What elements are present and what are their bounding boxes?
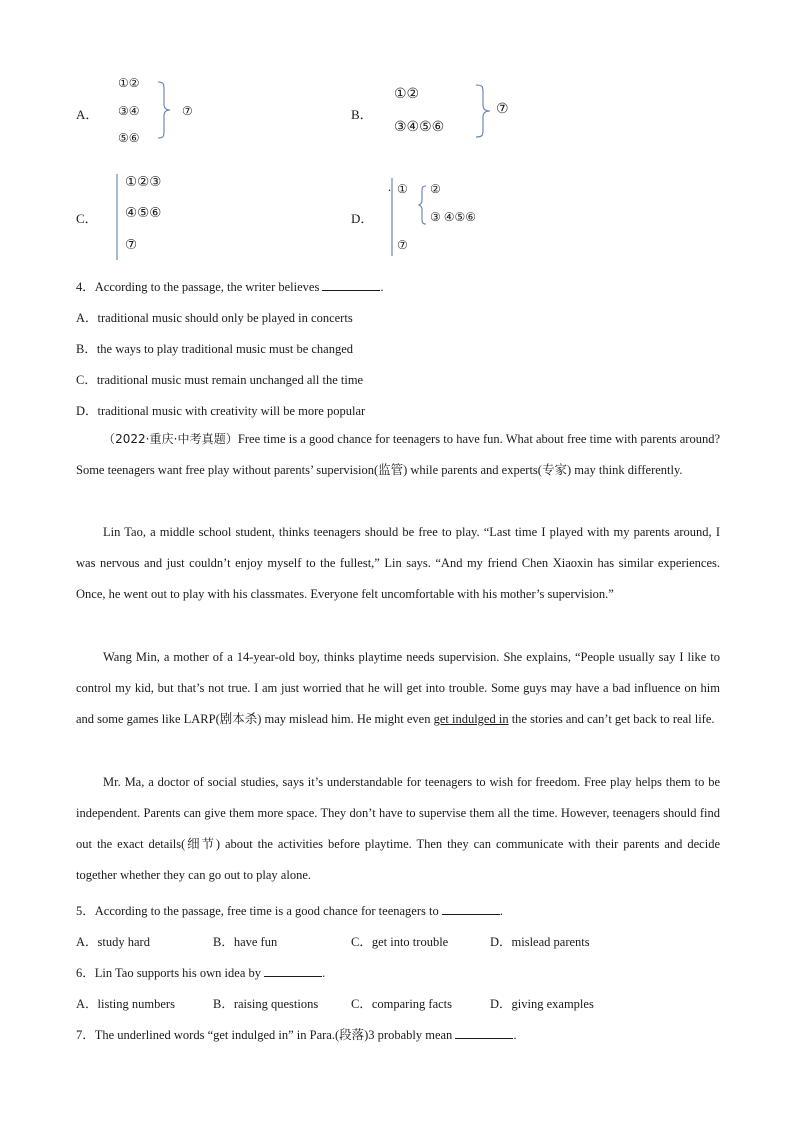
right-brace-icon (156, 80, 176, 140)
group-label: ⑤⑥ (118, 131, 140, 145)
answer-option-c[interactable]: C．comparing facts (351, 997, 453, 1011)
answer-blank[interactable] (455, 1028, 513, 1039)
target-label: ⑦ (182, 104, 193, 118)
target-label: ⑦ (496, 102, 509, 117)
answer-blank[interactable] (442, 904, 500, 915)
vertical-line-icon (114, 174, 122, 262)
answer-option-b[interactable]: B．raising questions (213, 997, 319, 1011)
answer-option-a[interactable]: A．traditional music should only be played in concerts (76, 311, 353, 325)
group-label: ⑦ (125, 237, 138, 252)
group-label: ⑦ (397, 238, 408, 252)
passage-paragraph-4: Mr. Ma, a doctor of social studies, says it’s understandable for teenagers to wish for freedom. Free play helps them to be independent. Parents can give them more space. They don’t have to supervise them all the time. However, teenagers should find out the exact details(细节) about the activities before playtime. Then they can communicate with their parents and decide together whether they can go out to play alone. (76, 775, 720, 882)
passage-paragraph-3: Wang Min, a mother of a 14-year-old boy, thinks playtime needs supervision. She explains, “People usually say I like to control my kid, but that’s not true. I am just worried that he will get into trouble. Some guys may have a bad influence on him and some games like LARP(剧本杀) may mislead him. He might even get indulged in the stories and can’t get back to real life. (76, 650, 720, 726)
answer-option-a[interactable]: A．study hard (76, 935, 150, 949)
answer-option-d[interactable]: D．giving examples (490, 997, 594, 1011)
option-letter: D． (351, 211, 374, 226)
vertical-line-icon (389, 178, 397, 258)
underlined-phrase: get indulged in (433, 712, 509, 726)
question-stem: 6．Lin Tao supports his own idea by . (76, 966, 326, 980)
answer-option-c[interactable]: C．get into trouble (351, 935, 449, 949)
question-stem: 4．According to the passage, the writer believes . (76, 280, 384, 294)
option-letter: B． (351, 107, 373, 122)
answer-option-d[interactable]: D．mislead parents (490, 935, 590, 949)
answer-option-b[interactable]: B．the ways to play traditional music must be changed (76, 342, 354, 356)
dot-mark: . (388, 180, 392, 194)
group-label: ①②③ (125, 174, 162, 189)
option-letter: A． (76, 107, 99, 122)
option-letter: C． (76, 211, 98, 226)
answer-option-c[interactable]: C．traditional music must remain unchanged all the time (76, 373, 364, 387)
group-label: ③ ④⑤⑥ (430, 210, 477, 224)
passage-paragraph-1: （2022·重庆·中考真题）Free time is a good chance for teenagers to have fun. What about free time with parents around? Some teenagers want free play without parents’ supervision(监管) while parents and experts(专家) may think differently. (76, 432, 720, 477)
answer-blank[interactable] (322, 280, 380, 291)
answer-option-d[interactable]: D．traditional music with creativity will be more popular (76, 404, 366, 418)
group-label: ① (397, 182, 408, 196)
group-label: ①② (118, 76, 140, 90)
right-brace-icon (474, 83, 496, 139)
passage-paragraph-2: Lin Tao, a middle school student, thinks teenagers should be free to play. “Last time I played with my parents around, I was nervous and just couldn’t enjoy myself to the fullest,” Lin says. “And my friend Chen Xiaoxin has similar experiences. Once, he went out to play with his classmates. Everyone felt uncomfortable with his mother’s supervision.” (76, 525, 720, 601)
question-stem: 7．The underlined words “get indulged in” in Para.(段落)3 probably mean . (76, 1028, 517, 1042)
answer-option-b[interactable]: B．have fun (213, 935, 278, 949)
answer-blank[interactable] (264, 966, 322, 977)
group-label: ④⑤⑥ (125, 205, 162, 220)
group-label: ①② (394, 87, 420, 102)
group-label: ③④⑤⑥ (394, 120, 445, 135)
group-label: ② (430, 182, 441, 196)
answer-option-a[interactable]: A．listing numbers (76, 997, 175, 1011)
question-stem: 5．According to the passage, free time is a good chance for teenagers to . (76, 904, 503, 918)
group-label: ③④ (118, 104, 140, 118)
source-tag: （2022·重庆·中考真题） (103, 432, 238, 446)
left-brace-icon (418, 184, 428, 226)
